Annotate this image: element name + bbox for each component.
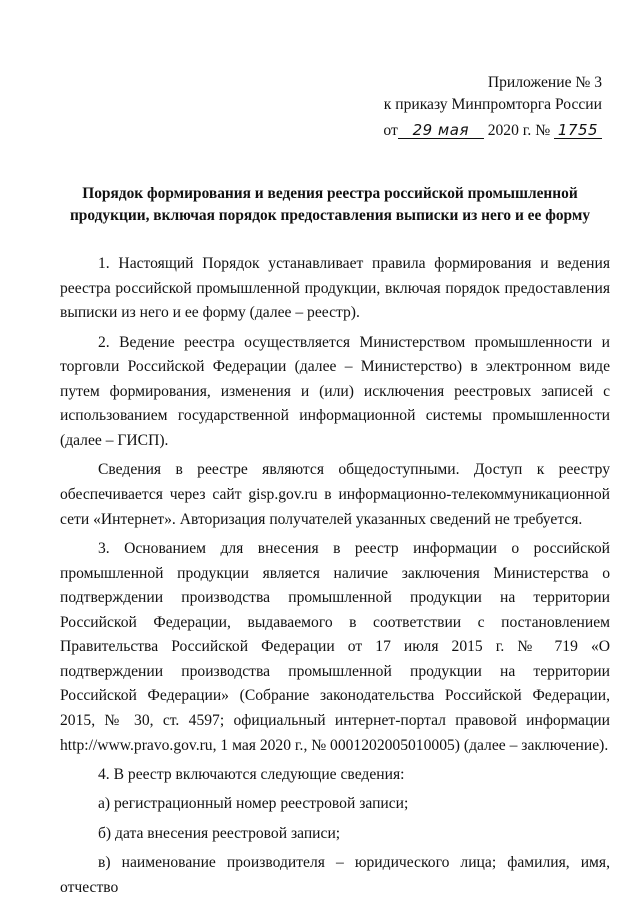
handwritten-date: 29 мая [398, 122, 484, 139]
paragraph-2-access: Сведения в реестре являются общедоступными. Доступ к реестру обеспечивается через сайт gisp.gov.ru в информационно-телекоммуникационной сети «Интернет». Авторизация получателей указанных сведений не требуется. [60, 461, 610, 528]
paragraph-4: 4. В реестр включаются следующие сведения: [98, 766, 405, 784]
appendix-label: Приложение № 3 [487, 74, 602, 91]
list-item-v: в) наименование производителя – юридического лица; фамилия, имя, отчество [60, 854, 610, 896]
paragraph-2: 2. Ведение реестра осуществляется Министерством промышленности и торговли Российской Федерации (далее – Министерство) в электронном виде путем формирования, изменения и (или) исключения реестровых записей с использованием государственной информационной системы промышленности (далее – ГИСП). [60, 333, 610, 449]
date-prefix: от [383, 122, 398, 139]
year-number-label: 2020 г. № [487, 122, 551, 139]
order-date-line [383, 120, 602, 142]
order-reference: к приказу Минпромторга России [383, 96, 602, 113]
list-item-b: б) дата внесения реестровой записи; [98, 824, 341, 842]
handwritten-order-number: 1755 [554, 122, 602, 139]
paragraph-3: 3. Основанием для внесения в реестр информации о российской промышленной продукции является наличие заключения Министерства о подтверждении производства промышленной продукции на территории Российской Федерации, выдаваемого в соответствии с постановлением Правительства Российской Федерации от 17 июля 2015 г. № 719 «О подтверждении производства промышленной продукции на территории Российской Федерации» (Собрание законодательства Российской Федерации, 2015, № 30, ст. 4597; официальный интернет-портал правовой информации http://www.pravo.gov.ru, 1 мая 2020 г., № 0001202005010005) (далее – заключение). [60, 539, 610, 754]
document-title: Порядок формирования и ведения реестра российской промышленной продукции, включая порядок предоставления выписки из него и ее форму [69, 185, 591, 224]
document-body [60, 252, 610, 905]
paragraph-1: 1. Настоящий Порядок устанавливает правила формирования и ведения реестра российской промышленной продукции, включая порядок предоставления выписки из него и ее форму (далее – реестр). [60, 255, 610, 322]
list-item-a: а) регистрационный номер реестровой записи; [98, 795, 409, 813]
